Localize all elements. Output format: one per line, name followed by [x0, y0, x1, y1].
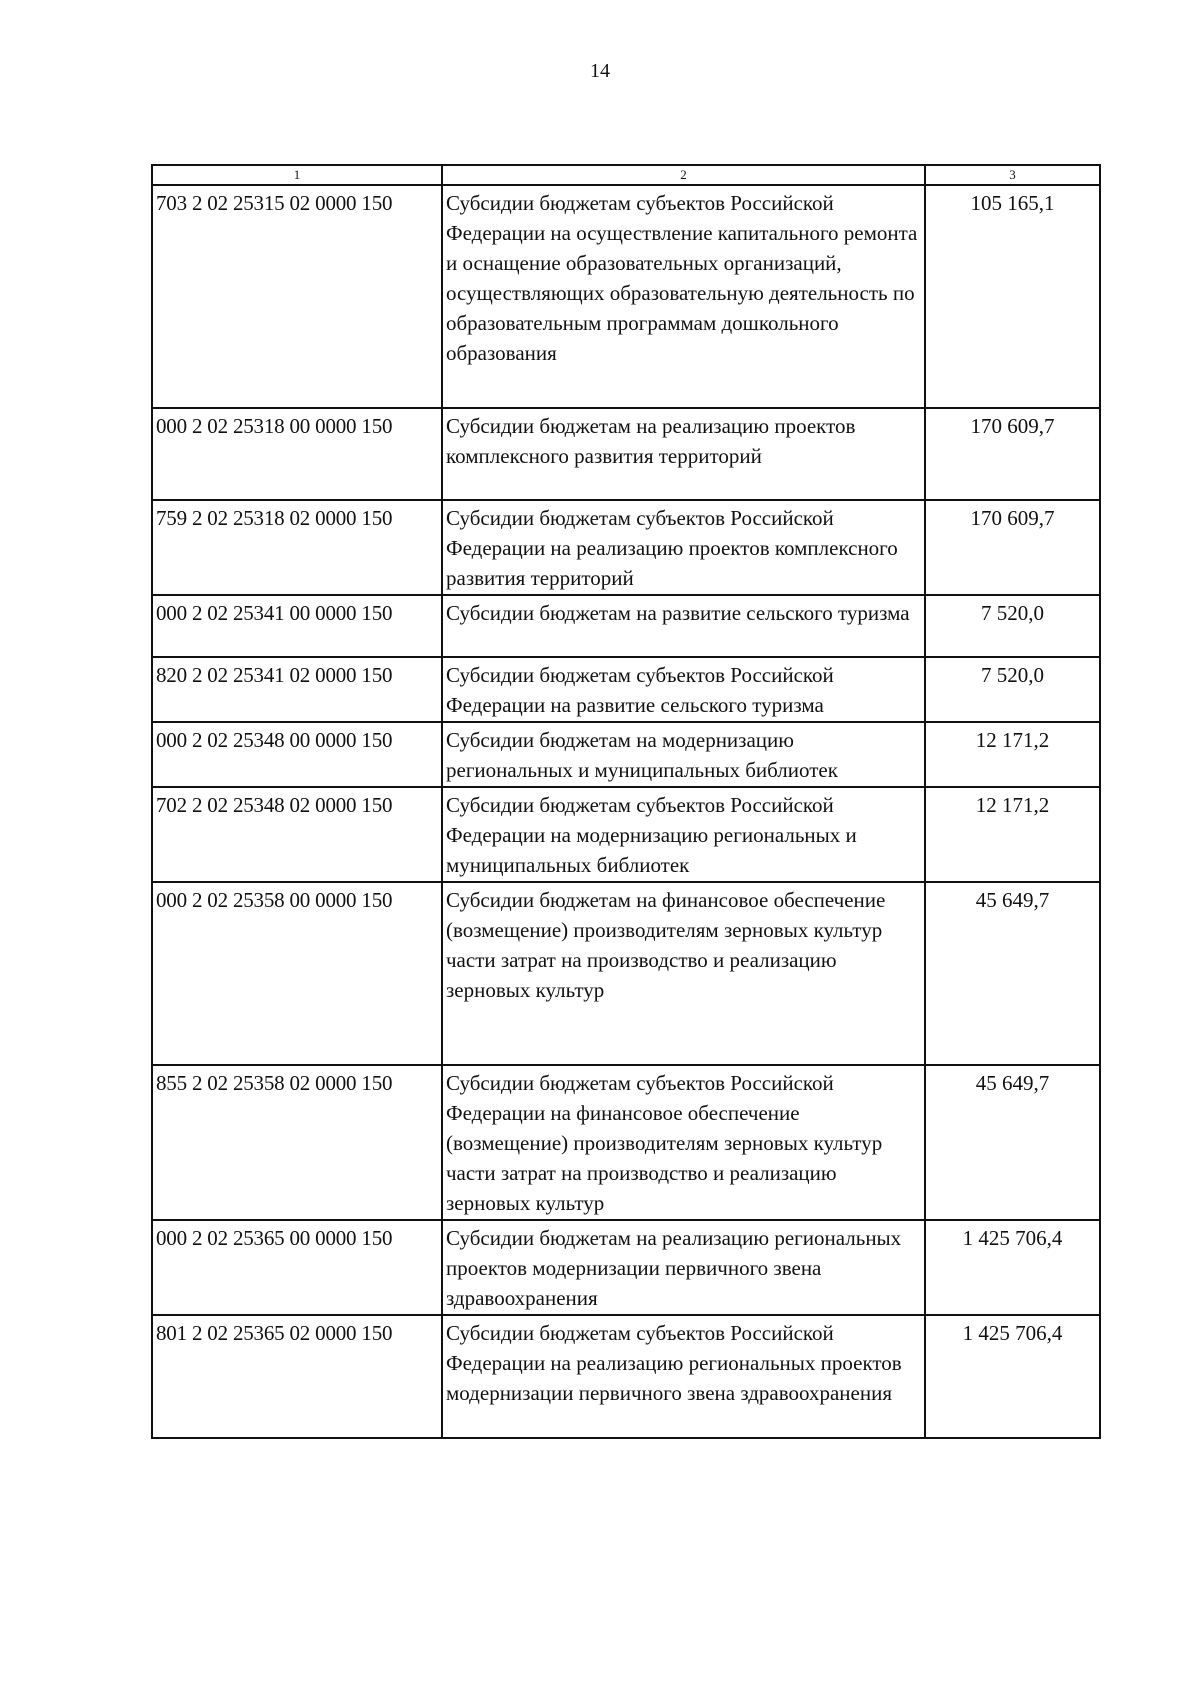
- table-body: [152, 185, 1100, 1438]
- budget-code-cell: 855 2 02 25358 02 0000 150: [152, 1065, 442, 1220]
- budget-code-cell: 703 2 02 25315 02 0000 150: [152, 185, 442, 408]
- table-row: [152, 882, 1100, 1065]
- budget-code-cell: 820 2 02 25341 02 0000 150: [152, 657, 442, 722]
- table-row: [152, 657, 1100, 722]
- table-row: [152, 1220, 1100, 1315]
- column-header-name: 2: [442, 165, 925, 185]
- amount-cell: 170 609,7: [925, 500, 1100, 595]
- table-row: [152, 787, 1100, 882]
- table-row: [152, 185, 1100, 408]
- budget-code-cell: 759 2 02 25318 02 0000 150: [152, 500, 442, 595]
- amount-cell: 7 520,0: [925, 657, 1100, 722]
- header-row: [152, 165, 1100, 185]
- budget-table: [151, 164, 1101, 1439]
- table-row: [152, 1065, 1100, 1220]
- amount-cell: 170 609,7: [925, 408, 1100, 500]
- budget-code-cell: 000 2 02 25341 00 0000 150: [152, 595, 442, 657]
- amount-cell: 12 171,2: [925, 722, 1100, 787]
- table-row: [152, 500, 1100, 595]
- table-row: [152, 595, 1100, 657]
- amount-cell: 105 165,1: [925, 185, 1100, 408]
- budget-code-cell: 000 2 02 25318 00 0000 150: [152, 408, 442, 500]
- budget-code-cell: 000 2 02 25358 00 0000 150: [152, 882, 442, 1065]
- column-header-code: 1: [152, 165, 442, 185]
- description-cell: Субсидии бюджетам субъектов Российской Федерации на финансовое обеспечение (возмещение) производителям зерновых культур части затрат на производство и реализацию зерновых культур: [442, 1065, 925, 1220]
- description-cell: Субсидии бюджетам на финансовое обеспечение (возмещение) производителям зерновых культур части затрат на производство и реализацию зерновых культур: [442, 882, 925, 1065]
- amount-cell: 45 649,7: [925, 882, 1100, 1065]
- amount-cell: 1 425 706,4: [925, 1315, 1100, 1438]
- budget-code-cell: 702 2 02 25348 02 0000 150: [152, 787, 442, 882]
- description-cell: Субсидии бюджетам субъектов Российской Федерации на развитие сельского туризма: [442, 657, 925, 722]
- description-cell: Субсидии бюджетам субъектов Российской Федерации на модернизацию региональных и муниципальных библиотек: [442, 787, 925, 882]
- description-cell: Субсидии бюджетам на реализацию региональных проектов модернизации первичного звена здравоохранения: [442, 1220, 925, 1315]
- amount-cell: 45 649,7: [925, 1065, 1100, 1220]
- table-row: [152, 722, 1100, 787]
- description-cell: Субсидии бюджетам субъектов Российской Федерации на реализацию региональных проектов модернизации первичного звена здравоохранения: [442, 1315, 925, 1438]
- table-header: [152, 165, 1100, 185]
- budget-code-cell: 000 2 02 25365 00 0000 150: [152, 1220, 442, 1315]
- table-row: [152, 408, 1100, 500]
- description-cell: Субсидии бюджетам субъектов Российской Федерации на реализацию проектов комплексного развития территорий: [442, 500, 925, 595]
- description-cell: Субсидии бюджетам субъектов Российской Федерации на осуществление капитального ремонта и оснащение образовательных организаций, осуществляющих образовательную деятельность по образовательным программам дошкольного образования: [442, 185, 925, 408]
- budget-code-cell: 801 2 02 25365 02 0000 150: [152, 1315, 442, 1438]
- amount-cell: 7 520,0: [925, 595, 1100, 657]
- description-cell: Субсидии бюджетам на модернизацию региональных и муниципальных библиотек: [442, 722, 925, 787]
- column-header-amount: 3: [925, 165, 1100, 185]
- description-cell: Субсидии бюджетам на развитие сельского туризма: [442, 595, 925, 657]
- description-cell: Субсидии бюджетам на реализацию проектов комплексного развития территорий: [442, 408, 925, 500]
- budget-code-cell: 000 2 02 25348 00 0000 150: [152, 722, 442, 787]
- amount-cell: 1 425 706,4: [925, 1220, 1100, 1315]
- page-number: 14: [590, 60, 610, 82]
- amount-cell: 12 171,2: [925, 787, 1100, 882]
- table-row: [152, 1315, 1100, 1438]
